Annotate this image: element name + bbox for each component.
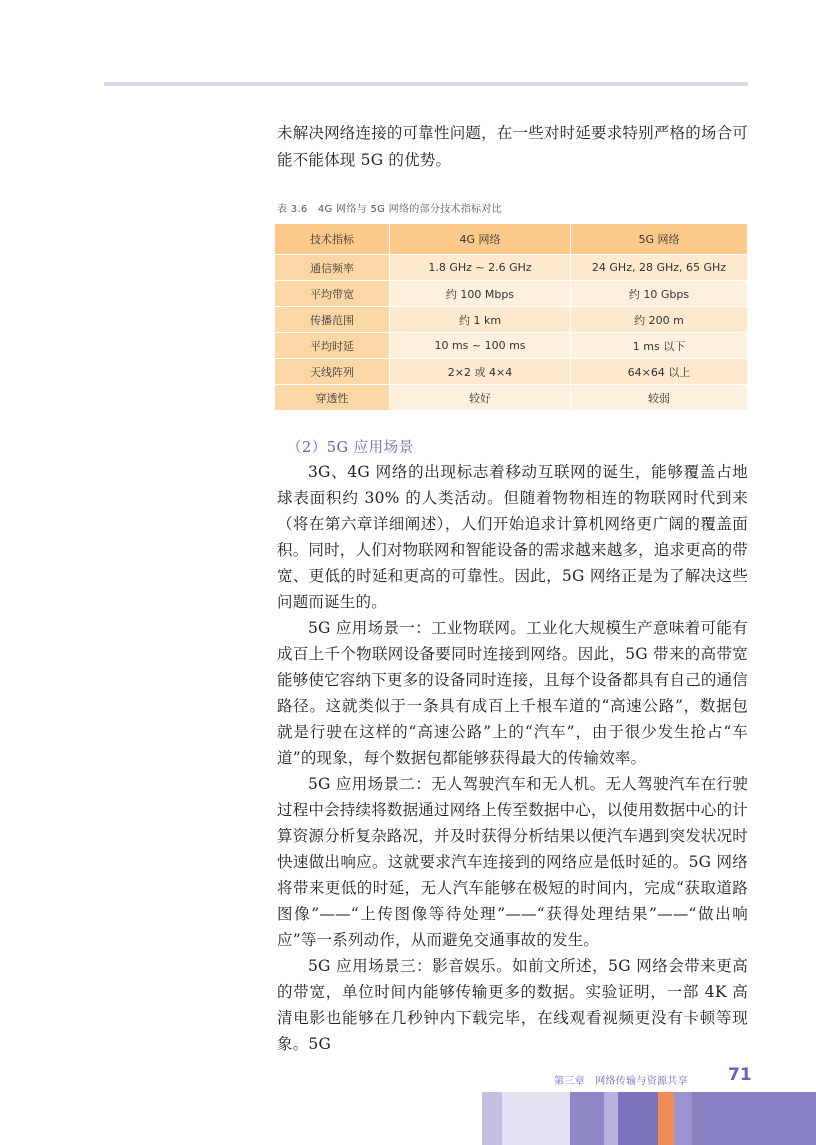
table-caption: 表 3.6 4G 网络与 5G 网络的部分技术指标对比 — [277, 204, 502, 215]
cell-5g: 约 10 Gbps — [571, 281, 748, 307]
row-label: 平均时延 — [275, 333, 390, 359]
row-label: 天线阵列 — [275, 359, 390, 385]
row-label: 传播范围 — [275, 307, 390, 333]
cell-4g: 约 1 km — [390, 307, 571, 333]
row-label: 平均带宽 — [275, 281, 390, 307]
header-cell-4g: 4G 网络 — [390, 224, 571, 255]
header-rule — [104, 82, 748, 86]
stripe — [570, 1092, 604, 1145]
stripe — [604, 1092, 618, 1145]
stripe — [482, 1092, 502, 1145]
table-row — [275, 385, 748, 411]
body-paragraph: 5G 应用场景一：工业物联网。工业化大规模生产意味着可能有成百上千个物联网设备要同时连接到网络。因此，5G 带来的高带宽能够使它容纳下更多的设备同时连接，且每个设备都具有自己的通信路径。这就类似于一条具有成百上千根车道的“高速公路”，数据包就是行驶在这样的“高速公路”上的“汽车”，由于很少发生抢占“车道”的现象，每个数据包都能够获得最大的传输效率。 — [277, 619, 749, 767]
cell-4g: 1.8 GHz ~ 2.6 GHz — [390, 255, 571, 281]
cell-5g: 24 GHz, 28 GHz, 65 GHz — [571, 255, 748, 281]
comparison-table — [275, 224, 748, 411]
cell-4g: 10 ms ~ 100 ms — [390, 333, 571, 359]
body-paragraph: 5G 应用场景三：影音娱乐。如前文所述，5G 网络会带来更高的带宽，单位时间内能够传输更多的数据。实验证明，一部 4K 高清电影也能够在几秒钟内下载完毕，在线观看视频更没有卡顿等现象。5G — [277, 957, 748, 1053]
cell-4g: 较好 — [390, 385, 571, 411]
cell-4g: 约 100 Mbps — [390, 281, 571, 307]
row-label: 通信频率 — [275, 255, 390, 281]
header-cell-metric: 技术指标 — [275, 224, 390, 255]
body-paragraph: 3G、4G 网络的出现标志着移动互联网的诞生，能够覆盖占地球表面积约 30% 的人类活动。但随着物物相连的物联网时代到来（将在第六章详细阐述），人们开始追求计算机网络更广阔的覆盖面积。同时，人们对物联网和智能设备的需求越来越多，追求更高的带宽、更低的时延和更高的可靠性。因此，5G 网络正是为了解决这些问题而诞生的。 — [277, 463, 749, 611]
cell-5g: 64×64 以上 — [571, 359, 748, 385]
stripe — [658, 1092, 674, 1145]
stripe — [618, 1092, 658, 1145]
intro-text — [277, 120, 748, 174]
section-heading: （2）5G 应用场景 — [287, 440, 414, 456]
body-text — [277, 459, 748, 1057]
table-row — [275, 307, 748, 333]
table-row — [275, 359, 748, 385]
cell-5g: 1 ms 以下 — [571, 333, 748, 359]
table-row — [275, 255, 748, 281]
stripe — [674, 1092, 692, 1145]
cell-5g: 较弱 — [571, 385, 748, 411]
header-cell-5g: 5G 网络 — [571, 224, 748, 255]
cell-5g: 约 200 m — [571, 307, 748, 333]
cell-4g: 2×2 或 4×4 — [390, 359, 571, 385]
table-row — [275, 333, 748, 359]
stripe — [692, 1092, 816, 1145]
row-label: 穿透性 — [275, 385, 390, 411]
table-row — [275, 281, 748, 307]
page-number: 71 — [728, 1065, 752, 1085]
table-header-row — [275, 224, 748, 255]
stripe — [502, 1092, 570, 1145]
chapter-label: 第三章 网络传输与资源共享 — [554, 1076, 688, 1087]
intro-paragraph: 未解决网络连接的可靠性问题，在一些对时延要求特别严格的场合可能不能体现 5G 的优势。 — [277, 124, 749, 169]
body-paragraph: 5G 应用场景二：无人驾驶汽车和无人机。无人驾驶汽车在行驶过程中会持续将数据通过网络上传至数据中心，以使用数据中心的计算资源分析复杂路况，并及时获得分析结果以便汽车遇到突发状况时快速做出响应。这就要求汽车连接到的网络应是低时延的。5G 网络将带来更低的时延，无人汽车能够在极短的时间内，完成“获取道路图像”——“上传图像等待处理”——“获得处理结果”——“做出响应”等一系列动作，从而避免交通事故的发生。 — [277, 775, 749, 949]
decorative-stripes — [482, 1092, 816, 1145]
